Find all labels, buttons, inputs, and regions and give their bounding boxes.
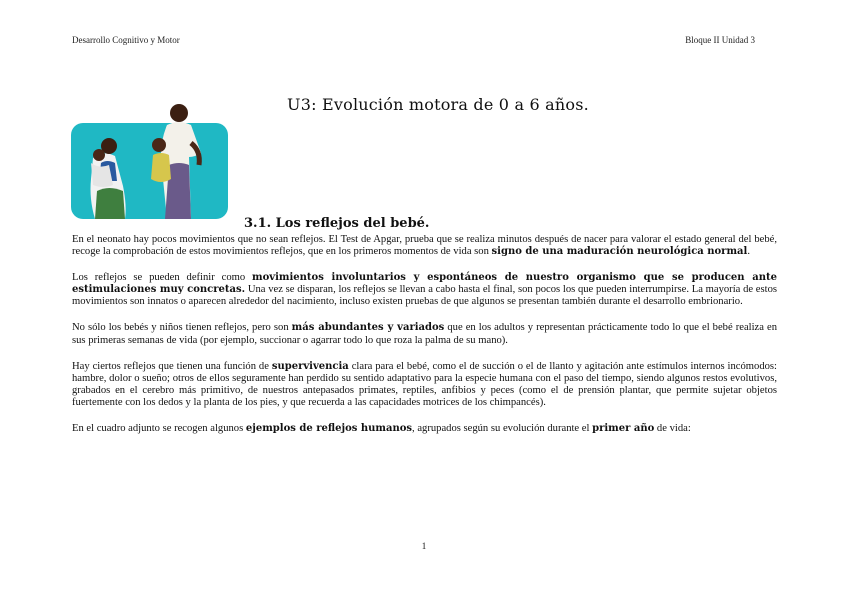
- header-left: Desarrollo Cognitivo y Motor: [72, 35, 180, 45]
- paragraph: No sólo los bebés y niños tienen reflejos, pero son más abundantes y variados que en los adultos y representan prácticamente todo lo que el bebé realiza en sus primeras semanas de vida (por ejemplo, succionar o agarrar todo lo que roza la palma de su mano).: [72, 322, 777, 346]
- section-heading: 3.1. Los reflejos del bebé.: [244, 215, 430, 231]
- mothers-with-babies-illustration: [71, 103, 228, 219]
- page-number: 1: [421, 541, 427, 551]
- paragraph: En el cuadro adjunto se recogen algunos ejemplos de reflejos humanos, agrupados según su evolución durante el primer año de vida:: [72, 423, 691, 435]
- body-text: [72, 234, 777, 449]
- paragraph: Hay ciertos reflejos que tienen una función de supervivencia clara para el bebé, como el de succión o el de llanto y agitación ante estímulos internos incómodos: hambre, dolor o sueño; otros de ellos seguramente han perdido su sentido adaptativo para la especie humana con el paso del tiempo, siendo algunos restos evolutivos, grabados en el cerebro más primitivo, de nuestros antepasados primates, reptiles, anfibios y peces (como el de prensión plantar, que permite sujetar objetos fuertemente con los dedos y la planta de los pies, y que recuerda a las capacidades motrices de los chimpancés).: [72, 360, 777, 408]
- header-right: Bloque II Unidad 3: [685, 35, 755, 45]
- page-title: U3: Evolución motora de 0 a 6 años.: [287, 94, 589, 114]
- paragraph: En el neonato hay pocos movimientos que no sean reflejos. El Test de Apgar, prueba que se realiza minutos después de nacer para valorar el estado general del bebé, recoge la comprobación de estos movimientos reflejos, que en los primeros momentos de vida son signo de una maduración neurológica normal.: [72, 234, 777, 258]
- paragraph: Los reflejos se pueden definir como movimientos involuntarios y espontáneos de nuestro organismo que se producen ante estimulaciones muy concretas. Una vez se disparan, los reflejos se llevan a cabo hasta el final, son pocos los que pueden interrumpirse. La mayoría de estos movimientos son innatos o aparecen alrededor del nacimiento, incluso existen pruebas de que algunos se presentan también durante el desarrollo embrionario.: [72, 272, 777, 308]
